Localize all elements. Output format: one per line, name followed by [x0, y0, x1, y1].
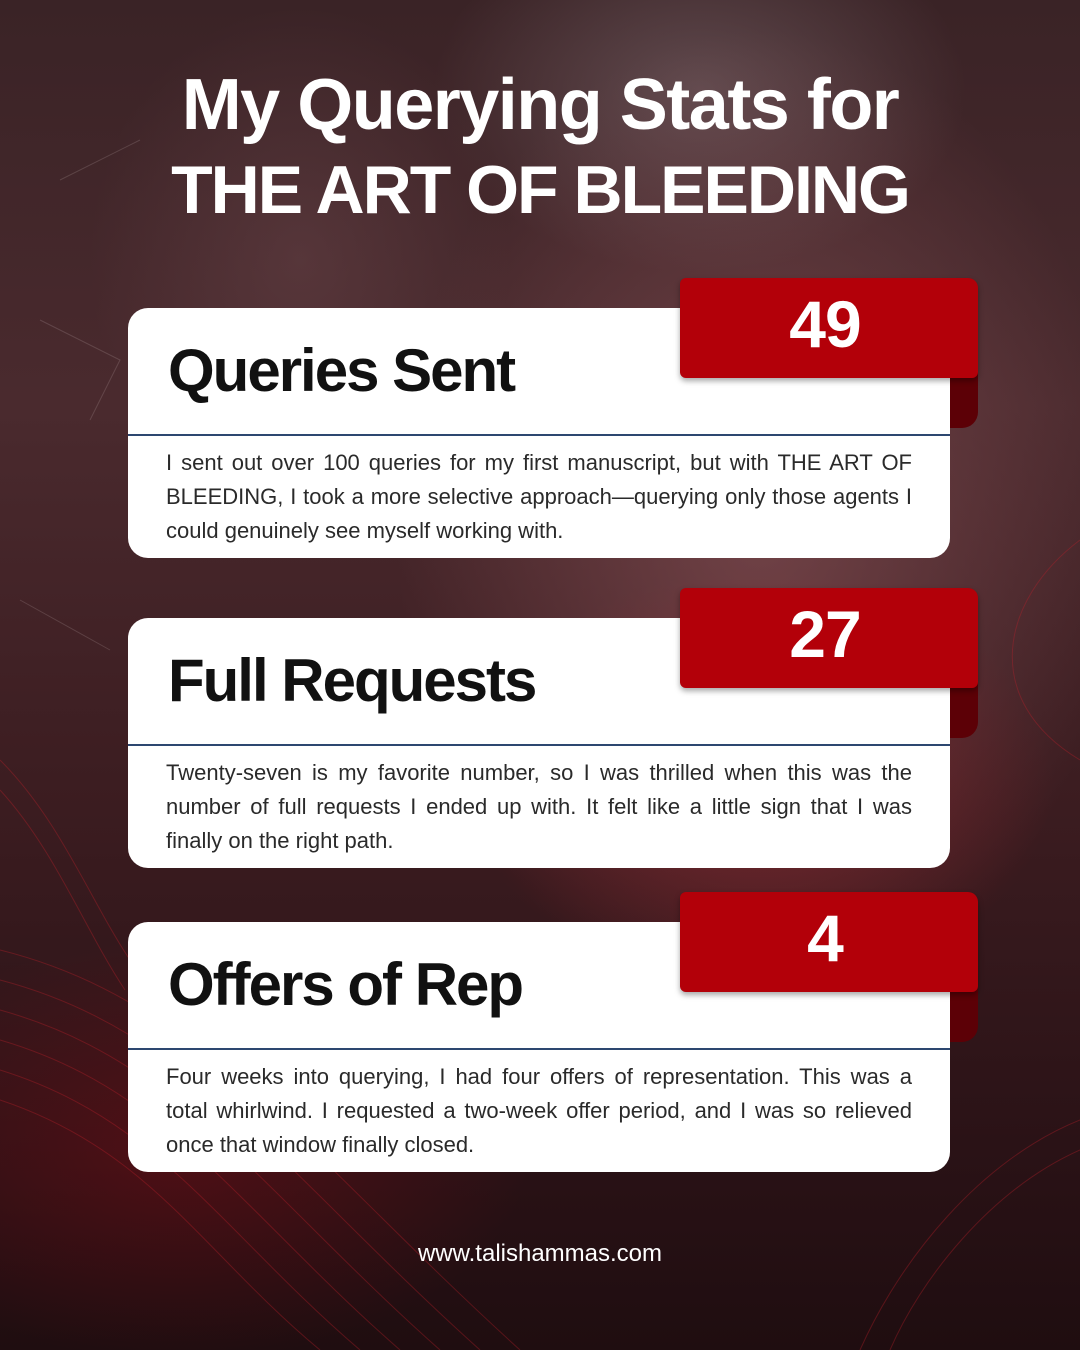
stat-heading: Queries Sent — [168, 337, 515, 404]
ribbon-banner — [680, 588, 978, 688]
divider — [128, 434, 950, 436]
title-line-1: My Querying Stats for — [181, 65, 899, 145]
stat-ribbon-full-requests — [680, 588, 980, 738]
title-line-2: THE ART OF BLEEDING — [171, 152, 909, 228]
stat-number: 27 — [789, 597, 861, 671]
divider — [128, 1048, 950, 1050]
page-title — [0, 62, 1080, 232]
stat-heading: Full Requests — [168, 647, 536, 714]
ribbon-banner — [680, 892, 978, 992]
stat-number: 49 — [789, 287, 861, 361]
ribbon-banner — [680, 278, 978, 378]
website-url: www.talishammas.com — [417, 1240, 663, 1267]
stat-heading: Offers of Rep — [168, 951, 523, 1018]
stat-ribbon-queries-sent — [680, 278, 980, 428]
stat-description: Twenty-seven is my favorite number, so I was thrilled when this was the number of full requests I ended up with. It felt like a little sign that I was finally on the right path. — [166, 760, 912, 853]
stat-number: 4 — [807, 901, 843, 975]
stat-description: I sent out over 100 queries for my first manuscript, but with THE ART OF BLEEDING, I took a more selective approach—querying only those agents I could genuinely see myself working with. — [166, 450, 912, 543]
stat-ribbon-offers-of-rep — [680, 892, 980, 1042]
divider — [128, 744, 950, 746]
stat-description: Four weeks into querying, I had four offers of representation. This was a total whirlwind. I requested a two-week offer period, and I was so relieved once that window finally closed. — [166, 1064, 912, 1157]
